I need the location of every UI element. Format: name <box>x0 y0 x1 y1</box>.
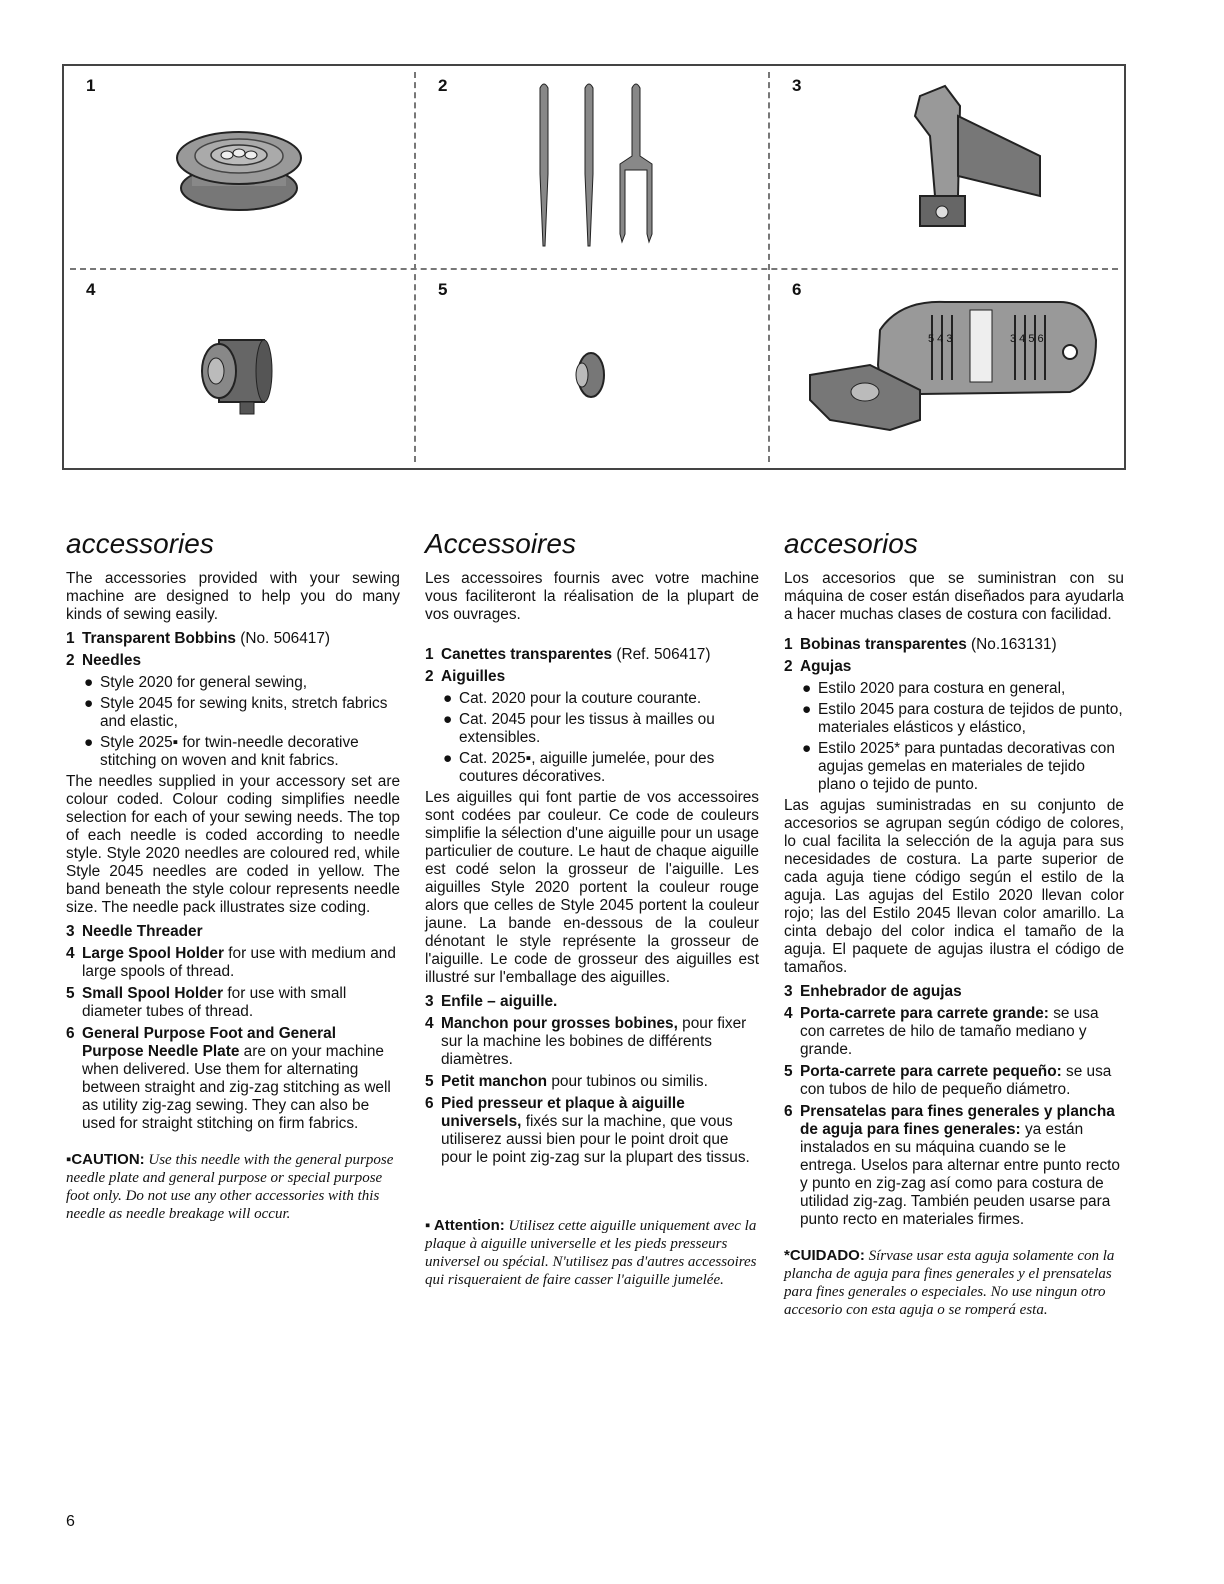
section-heading: accesorios <box>784 528 918 559</box>
bullet-item: ● Cat. 2020 pour la couture courante. <box>443 690 702 707</box>
large-spool-holder-icon <box>64 270 414 470</box>
bullet-item: ● Style 2020 for general sewing, <box>84 674 308 691</box>
list-item: 2 Agujas <box>784 658 852 675</box>
plate-marks-left: 5 4 3 <box>928 333 953 345</box>
bullet-item: ● Cat. 2045 pour les tissus à mailles ou extensibles. <box>443 711 715 746</box>
list-item: 1 Transparent Bobbins (No. 506417) <box>66 630 331 647</box>
bullet-item: ● Estilo 2025* para puntadas decorativas con agujas gemelas en materiales de tejido plano o tejido de punto. <box>802 740 1115 793</box>
figure-cell-needle-threader <box>770 66 1120 266</box>
plate-marks-right: 3 4 5 6 <box>1010 333 1044 345</box>
figure-number: 5 <box>438 280 448 299</box>
bullet-item: ● Estilo 2045 para costura de tejidos de punto, materiales elásticos y elástico, <box>802 701 1123 736</box>
list-item: 5 Small Spool Holder for use with small diameter tubes of thread. <box>66 985 347 1020</box>
figure-number: 2 <box>438 76 448 95</box>
list-item: 2 Aiguilles <box>425 668 506 685</box>
bullet-item: ● Style 2045 for sewing knits, stretch fabrics and elastic, <box>84 695 388 730</box>
page-number: 6 <box>66 1513 75 1530</box>
body-paragraph: Las agujas suministradas en su conjunto de accesorios se agrupan según código de colores, lo cual facilita la selección de la aguja para sus necesidades de costura. La parte superior de cada aguja tiene código según el estilo de la aguja. Las agujas del Estilo 2020 llevan color rojo; las del Estilo 2045 llevan color amarillo. La cinta debajo del color indica el tamaño de la aguja. El paquete de agujas ilustra el código de tamaños. <box>784 797 1124 976</box>
intro-paragraph: Los accesorios que se suministran con su máquina de coser están diseñados para ayudarla a hacer muchas clases de costura con facilidad. <box>784 570 1124 623</box>
list-item: 4 Porta-carrete para carrete grande: se usa con carretes de hilo de tamaño mediano y grande. <box>784 1005 1099 1058</box>
figure-cell-needles <box>416 66 766 266</box>
figure-number: 1 <box>86 76 96 95</box>
small-spool-holder-icon <box>416 270 766 470</box>
list-item: 4 Manchon pour grosses bobines, pour fixer sur la machine les bobines de différents diamètres. <box>425 1015 747 1068</box>
needles-icon <box>416 66 766 266</box>
bullet-item: ● Style 2025▪ for twin-needle decorative stitching on woven and knit fabrics. <box>84 734 359 769</box>
caution-note: ▪ Attention: Utilisez cette aiguille uniquement avec la plaque à aiguille universelle et les pieds presseurs universel ou spécial. N'utilisez pas d'autres accessoires qui risqueraient de faire casser l'aiguille jumelée. <box>425 1217 757 1288</box>
caution-note: ▪CAUTION: Use this needle with the general purpose needle plate and general purpose or special purpose foot only. Do not use any other accessories with this needle as needle breakage will occur. <box>66 1151 394 1222</box>
list-item: 3 Enfile – aiguille. <box>425 993 558 1010</box>
list-item: 3 Enhebrador de agujas <box>784 983 962 1000</box>
list-item: 2 Needles <box>66 652 142 669</box>
list-item: 5 Petit manchon pour tubinos ou similis. <box>425 1073 708 1090</box>
bobbin-icon <box>64 66 414 266</box>
figure-cell-small-spool-holder <box>416 270 766 470</box>
list-item: 6 Pied presseur et plaque à aiguille universels, fixés sur la machine, que vous utiliserez aussi bien pour le point droit que pour le point zig-zag sur la plupart des tissus. <box>425 1095 750 1166</box>
section-heading: Accessoires <box>425 528 576 559</box>
section-heading: accessories <box>66 528 214 559</box>
intro-paragraph: Les accessoires fournis avec votre machine vous faciliteront la réalisation de la plupart de vos ouvrages. <box>425 570 759 623</box>
english-column <box>66 528 400 1223</box>
body-paragraph: The needles supplied in your accessory set are colour coded. Colour coding simplifies needle selection for each of your sewing needs. The top of each needle is coded according to needle style. Style 2020 needles are coloured red, while Style 2045 needles are coded in yellow. The band beneath the style colour represents needle size. The needle pack illustrates size coding. <box>66 773 400 916</box>
body-paragraph: Les aiguilles qui font partie de vos accessoires sont codées par couleur. Ce code de couleurs simplifie la sélection d'une aiguille pour un usage particulier de couture. Le haut de chaque aiguille est codé selon la grosseur de l'aiguille. Les aiguilles Style 2020 portent la couleur rouge alors que celles de Style 2045 portent la couleur jaune. La bande en-dessous de la couleur dénotant le style représente la grosseur de l'aiguille. Le code de grosseur des aiguilles est illustré sur l'emballage des aiguilles. <box>425 789 759 986</box>
list-item: 4 Large Spool Holder for use with medium and large spools of thread. <box>66 945 396 980</box>
bullet-item: ● Cat. 2025▪, aiguille jumelée, pour des coutures décoratives. <box>443 750 715 785</box>
list-item: 6 Prensatelas para fines generales y plancha de aguja para fines generales: ya están instalados en su máquina cuando se le entrega. Uselos para alternar entre punto recto y punto en zig-zag así como para costura de utilidad zig-zag. También peuden usarse para punto recto en materiales firmes. <box>784 1103 1120 1228</box>
figure-cell-large-spool-holder <box>64 270 414 470</box>
figure-number: 3 <box>792 76 802 95</box>
figure-cell-bobbin <box>64 66 414 266</box>
caution-note: *CUIDADO: Sírvase usar esta aguja solamente con la plancha de aguja para fines generales y el prensatelas para fines generales o especiales. No use ningun otro accesorio con esta aguja o se romperá esta. <box>784 1247 1115 1318</box>
bullet-item: ● Estilo 2020 para costura en general, <box>802 680 1066 697</box>
list-item: 1 Bobinas transparentes (No.163131) <box>784 636 1057 653</box>
needle-plate-icon <box>770 270 1122 470</box>
spanish-column <box>784 528 1124 1319</box>
list-item: 5 Porta-carrete para carrete pequeño: se usa con tubos de hilo de pequeño diámetro. <box>784 1063 1112 1098</box>
list-item: 6 General Purpose Foot and General Purpose Needle Plate are on your machine when delivered. Use them for alternating between straight and zig-zag stitching as well as utility zig-zag sewing. They can also be used for straight stitching on firm fabrics. <box>66 1025 391 1132</box>
figure-number: 4 <box>86 280 96 299</box>
needle-threader-icon <box>770 66 1120 266</box>
list-item: 1 Canettes transparentes (Ref. 506417) <box>425 646 711 663</box>
figure-cell-foot-and-plate <box>770 270 1120 470</box>
french-column <box>425 528 759 1289</box>
figure-number: 6 <box>792 280 802 299</box>
intro-paragraph: The accessories provided with your sewing machine are designed to help you do many kinds of sewing easily. <box>66 570 400 623</box>
accessories-illustration <box>62 64 1126 470</box>
list-item: 3 Needle Threader <box>66 923 203 940</box>
